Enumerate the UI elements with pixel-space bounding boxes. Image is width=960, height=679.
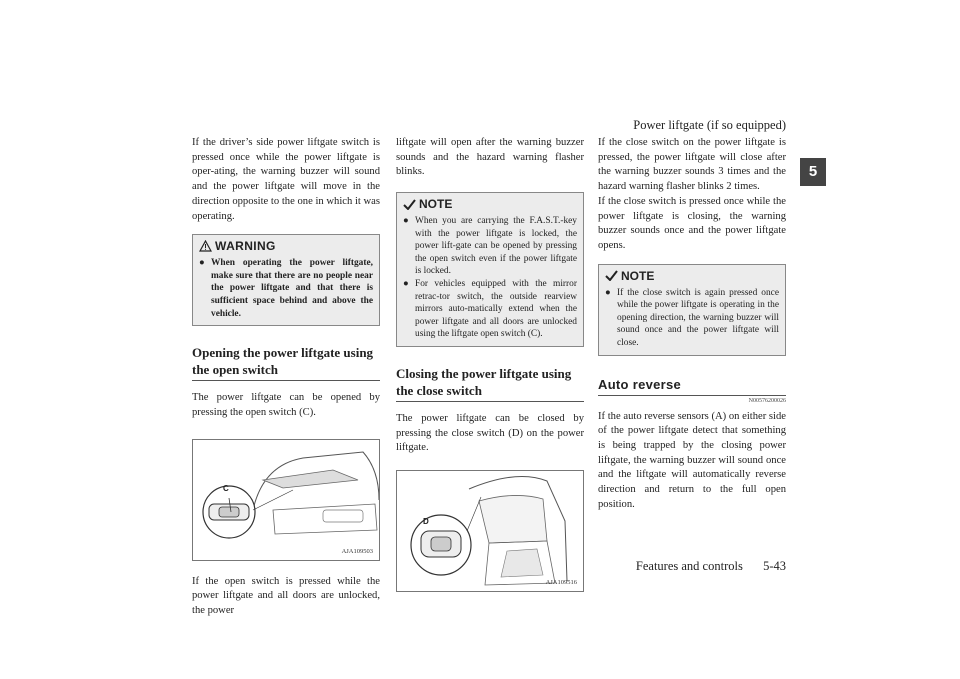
note-box-2	[598, 264, 786, 356]
figure-close-switch	[396, 470, 584, 592]
chapter-tab: 5	[800, 158, 826, 186]
auto-reverse-paragraph: If the auto reverse sensors (A) on either side of the power liftgate detect that something is being trapped by the closing power liftgate, the warning buzzer will sound once and the liftgate will automatically reverse direction and return to the full open position.	[598, 410, 786, 510]
warning-box	[192, 234, 380, 326]
note-box-1	[396, 192, 584, 347]
column-3	[598, 136, 786, 513]
bullet-icon: ●	[403, 216, 409, 227]
note-heading	[605, 269, 779, 283]
open-paragraph: The power liftgate can be opened by pressing the open switch (C).	[192, 392, 380, 418]
col3-paragraph-1: If the close switch on the power liftgate is pressed, the power liftgate will close after the warning buzzer sounds 3 times and the hazard warning flasher blinks 2 times.	[598, 137, 786, 193]
note-heading	[403, 197, 577, 211]
bullet-icon: ●	[199, 258, 205, 269]
figure-code: AJA109503	[341, 547, 373, 555]
note-item: ● When you are carrying the F.A.S.T.-key with the power liftgate is locked, the power lift-gate can be opened by pressing the open switch even if the power liftgate is locked.	[403, 216, 577, 277]
close-switch-illustration	[397, 471, 584, 591]
callout-d: D	[423, 517, 429, 527]
col3-paragraph-2: If the close switch is pressed once while the power liftgate is closing, the warning buzzer sounds once and the power liftgate opens.	[598, 195, 786, 251]
intro-paragraph: If the driver’s side power liftgate switch is pressed once while the power liftgate is oper-ating, the warning buzzer will sound and the power liftgate will move in the direction opposite to the one in which it was operating.	[192, 137, 380, 222]
note-item: ● If the close switch is again pressed once while the power liftgate is operating in the opening direction, the warning buzzer will sound once and the power liftgate will close.	[605, 287, 779, 348]
column-1	[192, 136, 380, 619]
figure-code: AJA109516	[545, 579, 577, 587]
warning-triangle-icon	[199, 240, 212, 252]
open-switch-illustration	[193, 440, 380, 560]
footer-section: Features and controls	[635, 559, 743, 573]
checkmark-icon	[403, 199, 416, 210]
page-footer	[636, 559, 786, 574]
open-paragraph-2: If the open switch is pressed while the power liftgate and all doors are unlocked, the power	[192, 575, 380, 616]
note-label: NOTE	[621, 268, 655, 283]
figure-open-switch	[192, 439, 380, 561]
col2-paragraph-1: liftgate will open after the warning buzzer sounds and the hazard warning flasher blinks.	[396, 137, 584, 178]
page-header: Power liftgate (if so equipped)	[633, 118, 786, 132]
section-code: N00576200026	[748, 397, 786, 404]
warning-item: ● When operating the power liftgate, make sure that there are no people near the power liftgate and that there is sufficient space behind and above the vehicle.	[199, 258, 373, 319]
section-title-auto-reverse: Auto reverse	[598, 376, 786, 396]
bullet-icon: ●	[403, 279, 409, 290]
warning-label: WARNING	[215, 239, 276, 254]
note-label: NOTE	[419, 197, 453, 212]
page-number: 5-43	[763, 559, 786, 573]
warning-heading	[199, 239, 373, 253]
bullet-icon: ●	[605, 287, 611, 298]
close-paragraph: The power liftgate can be closed by pressing the close switch (D) on the power liftgate.	[396, 413, 584, 454]
note-item: ● For vehicles equipped with the mirror retrac-tor switch, the outside rearview mirrors auto-matically extend when the power liftgate and all doors are unlocked using the liftgate open switch (C).	[403, 279, 577, 340]
section-title-open: Opening the power liftgate using the open switch	[192, 344, 380, 381]
checkmark-icon	[605, 270, 618, 281]
callout-c: C	[223, 483, 229, 493]
section-title-close: Closing the power liftgate using the close switch	[396, 365, 584, 402]
column-2	[396, 136, 584, 592]
